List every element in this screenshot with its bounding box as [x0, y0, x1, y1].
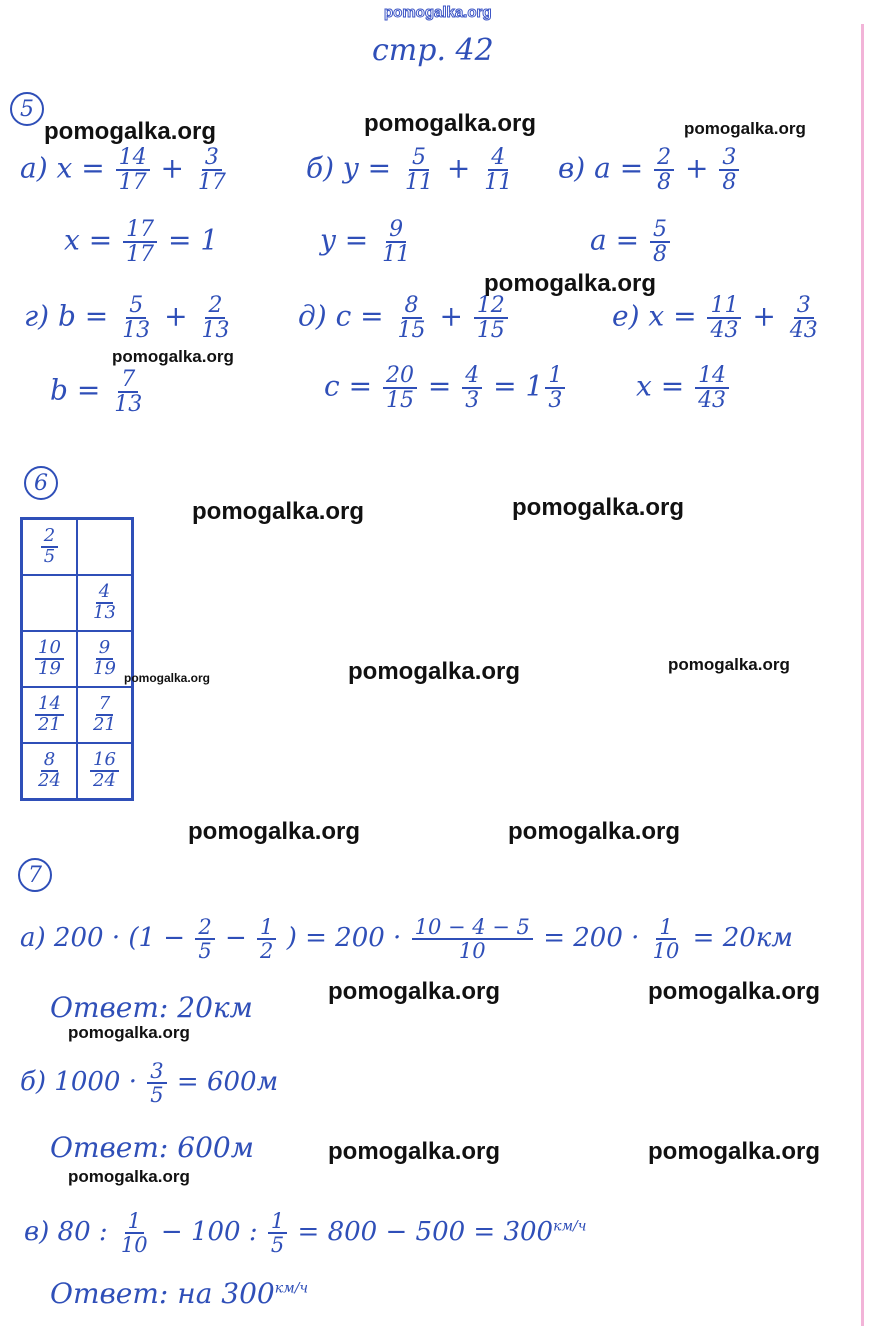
task-5v-line2: a = $\frac{5}{8}$ — [590, 218, 672, 266]
fraction: $\frac{5}{8}$ — [650, 218, 670, 266]
watermark: pomogalka.org — [328, 1138, 501, 1165]
site-header-watermark: pomogalka.org — [384, 4, 492, 21]
task-5e-line2: x = $\frac{14}{43}$ — [636, 364, 731, 412]
fraction: $\frac{5}{11}$ — [405, 145, 434, 196]
fraction: $\frac{7}{13}$ — [114, 367, 143, 418]
task-7a-answer: Ответ: 20км — [50, 991, 253, 1024]
watermark: pomogalka.org — [364, 110, 537, 137]
fraction-table — [20, 517, 134, 801]
fraction: $\frac{3}{43}$ — [789, 293, 818, 344]
table-cell: $\frac{16}{24}$ — [77, 743, 132, 799]
table-cell: $\frac{7}{21}$ — [77, 687, 132, 743]
table-cell: $\frac{10}{19}$ — [22, 631, 77, 687]
fraction: $\frac{1}{5}$ — [268, 1210, 287, 1256]
task-7b-answer: Ответ: 600м — [50, 1131, 254, 1164]
table-cell-empty — [22, 575, 77, 631]
page-number: стр. 42 — [372, 33, 494, 68]
task-5a-line1: а) x = $\frac{14}{17}$ + $\frac{3}{17}$ — [20, 146, 231, 194]
fraction: $\frac{17}{17}$ — [123, 218, 157, 266]
task-5d-line1: д) c = $\frac{8}{15}$ + $\frac{12}{15}$ — [298, 294, 510, 342]
table-cell: $\frac{8}{24}$ — [22, 743, 77, 799]
task-7v-answer: Ответ: на $300^{км/ч}$ — [50, 1277, 309, 1310]
task-7b-expression: б) 1000 · $\frac{3}{5}$ = 600м — [20, 1059, 279, 1108]
fraction: $\frac{11}{43}$ — [707, 294, 741, 342]
watermark: pomogalka.org — [684, 119, 806, 138]
margin-line — [861, 24, 864, 1326]
fraction: $\frac{5}{13}$ — [122, 293, 151, 344]
watermark: pomogalka.org — [68, 1023, 190, 1042]
watermark: pomogalka.org — [348, 658, 521, 685]
fraction: $\frac{4}{11}$ — [484, 145, 513, 196]
task-7v-expression: в) 80 : $\frac{1}{10}$ − 100 : $\frac{1}{5}$ = $800 - 500 = 300^{км/ч}$ — [24, 1209, 587, 1258]
task-5b-line2: y = $\frac{9}{11}$ — [320, 218, 415, 266]
fraction: $\frac{3}{17}$ — [197, 145, 226, 196]
fraction: $\frac{20}{15}$ — [383, 364, 417, 412]
fraction: $\frac{1}{3}$ — [545, 364, 565, 412]
task-5b-line1: б) y = $\frac{5}{11}$ + $\frac{4}{11}$ — [306, 146, 517, 194]
watermark: pomogalka.org — [192, 498, 365, 525]
watermark: pomogalka.org — [188, 818, 361, 845]
table-cell: $\frac{2}{5}$ — [22, 519, 77, 575]
table-cell: $\frac{14}{21}$ — [22, 687, 77, 743]
task-5d-line2: c = $\frac{20}{15}$ = $\frac{4}{3}$ = 1 $\frac{1}{3}$ — [324, 364, 567, 412]
watermark: pomogalka.org — [328, 978, 501, 1005]
fraction: $\frac{4}{3}$ — [462, 364, 482, 412]
fraction: $\frac{3}{8}$ — [719, 146, 739, 194]
task-6-number: 6 — [24, 466, 58, 500]
watermark: pomogalka.org — [648, 1138, 821, 1165]
fraction: $\frac{14}{43}$ — [695, 364, 729, 412]
table-cell-empty — [77, 519, 132, 575]
table-cell: $\frac{9}{19}$ — [77, 631, 132, 687]
watermark: pomogalka.org — [484, 270, 657, 297]
watermark: pomogalka.org — [68, 1167, 190, 1186]
task-5-number: 5 — [10, 92, 44, 126]
fraction: $\frac{12}{15}$ — [474, 294, 508, 342]
fraction: $\frac{1}{2}$ — [257, 916, 276, 962]
fraction: $\frac{9}{11}$ — [382, 217, 411, 268]
fraction: $\frac{10 - 4 - 5}{10}$ — [412, 916, 533, 962]
task-5g-line2: b = $\frac{7}{13}$ — [50, 368, 147, 416]
task-5a-line2: x = $\frac{17}{17}$ = 1 — [64, 217, 219, 268]
fraction: $\frac{2}{8}$ — [654, 146, 674, 194]
watermark: pomogalka.org — [512, 494, 685, 521]
fraction: $\frac{2}{5}$ — [195, 916, 214, 962]
task-7a-expression: а) 200 · (1 − $\frac{2}{5}$ − $\frac{1}{2}$ ) = 200 · $\frac{10 - 4 - 5}{10}$ = 200 · $\frac{1}{10}$ = 20км — [20, 915, 793, 964]
fraction: $\frac{14}{17}$ — [116, 146, 150, 194]
watermark: pomogalka.org — [44, 118, 217, 145]
fraction: $\frac{1}{10}$ — [120, 1209, 148, 1258]
fraction: $\frac{2}{13}$ — [201, 293, 230, 344]
table-cell: $\frac{4}{13}$ — [77, 575, 132, 631]
watermark: pomogalka.org — [508, 818, 681, 845]
task-7-number: 7 — [18, 858, 52, 892]
watermark: pomogalka.org — [668, 655, 790, 674]
task-5g-line1: г) b = $\frac{5}{13}$ + $\frac{2}{13}$ — [24, 294, 234, 342]
watermark: pomogalka.org — [112, 347, 234, 366]
task-5v-line1: в) a = $\frac{2}{8}$ + $\frac{3}{8}$ — [558, 146, 741, 194]
fraction: $\frac{8}{15}$ — [397, 293, 426, 344]
fraction: $\frac{1}{10}$ — [652, 915, 680, 964]
fraction: $\frac{3}{5}$ — [147, 1060, 166, 1106]
task-5e-line1: е) x = $\frac{11}{43}$ + $\frac{3}{43}$ — [612, 294, 823, 342]
watermark: pomogalka.org — [648, 978, 821, 1005]
watermark: pomogalka.org — [124, 671, 211, 685]
